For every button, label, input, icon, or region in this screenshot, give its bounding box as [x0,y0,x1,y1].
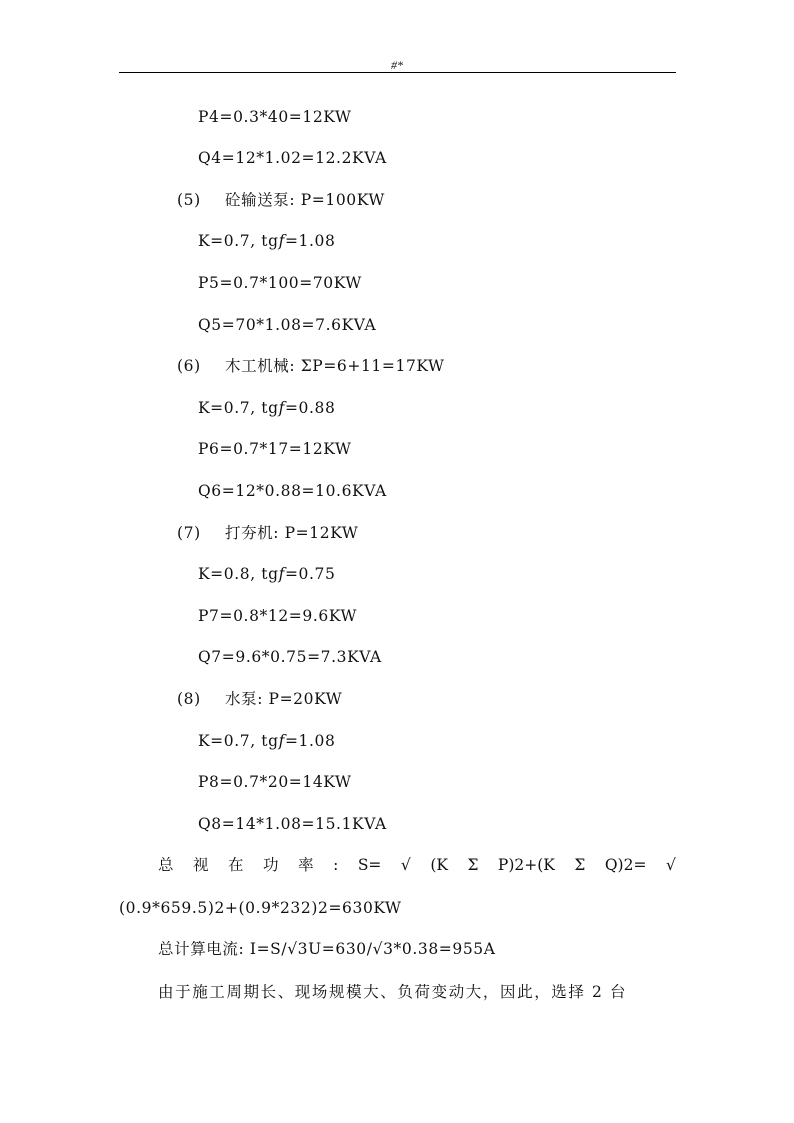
item-7-heading [177,523,358,543]
calc-line-p4: P4=0.3*40=12KW [198,108,352,126]
calc-line-q8: Q8=14*1.08=15.1KVA [198,815,387,833]
total-power-part: (K [430,856,448,874]
calc-line-q6: Q6=12*0.88=10.6KVA [198,482,387,500]
item-5-heading [177,190,385,210]
total-power-continuation: (0.9*659.5)2+(0.9*232)2=630KW [119,899,402,917]
total-power-part: √ [400,856,411,874]
item-number: (8) [177,690,201,708]
calc-line-q7: Q7=9.6*0.75=7.3KVA [198,648,382,666]
calc-line-p5: P5=0.7*100=70KW [198,274,362,292]
total-power-part: 率 [298,856,314,874]
total-current-line: 总计算电流: I=S/√3U=630/√3*0.38=955A [158,940,496,958]
calc-line-k6: K=0.7, tg𝑓=0.88 [198,399,336,417]
calc-line-p6: P6=0.7*17=12KW [198,440,352,458]
total-power-part: 总 [158,856,174,874]
item-text: 水泵: P=20KW [225,690,343,708]
calc-line-p7: P7=0.8*12=9.6KW [198,607,357,625]
calc-line-k7: K=0.8, tg𝑓=0.75 [198,565,336,583]
total-power-line [158,855,676,875]
item-text: 砼输送泵: P=100KW [225,191,385,209]
total-power-part: 在 [228,856,244,874]
total-power-part: 视 [193,856,209,874]
header-rule [119,72,676,73]
item-6-heading [177,356,445,376]
total-power-part: : [333,856,339,874]
item-number: (7) [177,524,201,542]
item-text: 打夯机: P=12KW [225,524,359,542]
total-power-part: Q)2= [604,856,647,874]
calc-line-p8: P8=0.7*20=14KW [198,773,352,791]
total-power-part: Σ [467,856,479,874]
total-power-part: √ [665,856,676,874]
item-8-heading [177,689,342,709]
calc-line-q4: Q4=12*1.02=12.2KVA [198,149,387,167]
total-power-part: Σ [574,856,586,874]
calc-line-k8: K=0.7, tg𝑓=1.08 [198,732,336,750]
calc-line-k5: K=0.7, tg𝑓=1.08 [198,232,336,250]
total-power-part: P)2+(K [497,856,555,874]
page-header-mark: #* [391,58,403,72]
item-text: 木工机械: ΣP=6+11=17KW [225,357,445,375]
total-power-part: 功 [263,856,279,874]
total-power-part: S= [357,856,382,874]
conclusion-line: 由于施工周期长、现场规模大、负荷变动大，因此，选择 2 台 [158,983,628,1001]
item-number: (5) [177,191,201,209]
item-number: (6) [177,357,201,375]
calc-line-q5: Q5=70*1.08=7.6KVA [198,316,377,334]
